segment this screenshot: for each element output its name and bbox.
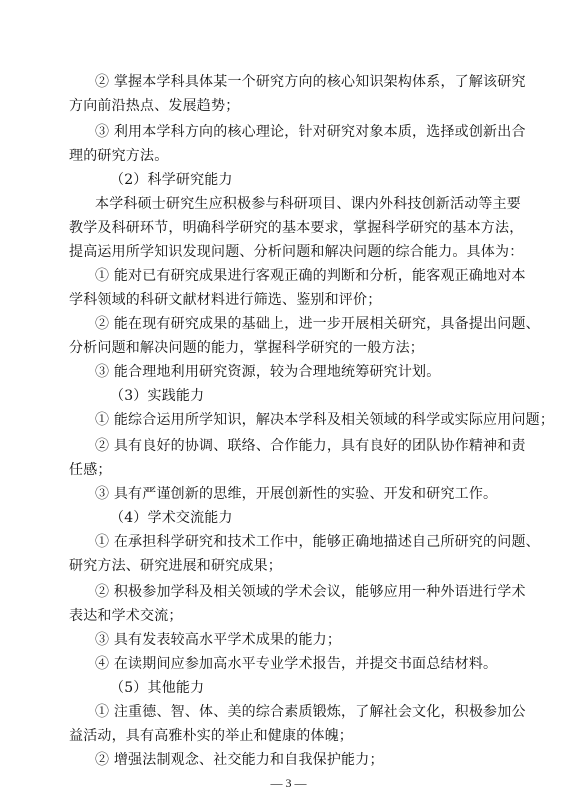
text-line: 分析问题和解决问题的能力，掌握科学研究的一般方法； xyxy=(69,340,424,356)
text-line: 研究方法、研究进展和研究成果； xyxy=(69,558,282,574)
text-line: 任感； xyxy=(69,462,112,478)
text-line: ③ 利用本学科方向的核心理论，针对研究对象本质，选择或创新出合 xyxy=(95,124,526,140)
section-heading: （2）科学研究能力 xyxy=(110,172,233,188)
text-line: ① 能综合运用所学知识，解决本学科及相关领域的科学或实际应用问题； xyxy=(95,412,555,428)
text-line: ③ 能合理地利用研究资源，较为合理地统筹研究计划。 xyxy=(95,364,441,380)
section-heading: （4）学术交流能力 xyxy=(110,510,233,526)
text-line: ④ 在读期间应参加高水平专业学术报告，并提交书面总结材料。 xyxy=(95,656,498,672)
text-line: ① 在承担科学研究和技术工作中，能够正确地描述自己所研究的问题、 xyxy=(95,534,540,550)
section-heading: （3）实践能力 xyxy=(110,388,205,404)
text-line: ② 增强法制观念、社交能力和自我保护能力； xyxy=(95,752,384,768)
text-line: 表达和学术交流； xyxy=(69,608,183,624)
text-line: ③ 具有发表较高水平学术成果的能力； xyxy=(95,632,342,648)
text-line: ① 能对已有研究成果进行客观正确的判断和分析，能客观正确地对本 xyxy=(95,268,526,284)
text-line: ② 能在现有研究成果的基础上，进一步开展相关研究，具备提出问题、 xyxy=(95,316,540,332)
text-line: 学科领域的科研文献材料进行筛选、鉴别和评价； xyxy=(69,292,382,308)
page-number: — 3 — xyxy=(270,776,307,790)
text-line: 本学科硕士研究生应积极参与科研项目、课内外科技创新活动等主要 xyxy=(95,196,521,212)
text-line: 提高运用所学知识发现问题、分析问题和解决问题的综合能力。具体为： xyxy=(69,244,524,260)
text-line: ① 注重德、智、体、美的综合素质锻炼，了解社会文化，积极参加公 xyxy=(95,704,526,720)
text-line: 理的研究方法。 xyxy=(69,148,169,164)
text-line: ② 掌握本学科具体某一个研究方向的核心知识架构体系，了解该研究 xyxy=(95,74,526,90)
text-line: ② 具有良好的协调、联络、合作能力，具有良好的团队协作精神和责 xyxy=(95,438,526,454)
text-line: 方向前沿热点、发展趋势； xyxy=(69,98,240,114)
text-line: ② 积极参加学科及相关领域的学术会议，能够应用一种外语进行学术 xyxy=(95,584,526,600)
text-line: 教学及科研环节，明确科学研究的基本要求，掌握科学研究的基本方法， xyxy=(69,220,524,236)
text-line: 益活动，具有高雅朴实的举止和健康的体魄； xyxy=(69,728,353,744)
section-heading: （5）其他能力 xyxy=(110,680,205,696)
text-line: ③ 具有严谨创新的思维，开展创新性的实验、开发和研究工作。 xyxy=(95,486,498,502)
